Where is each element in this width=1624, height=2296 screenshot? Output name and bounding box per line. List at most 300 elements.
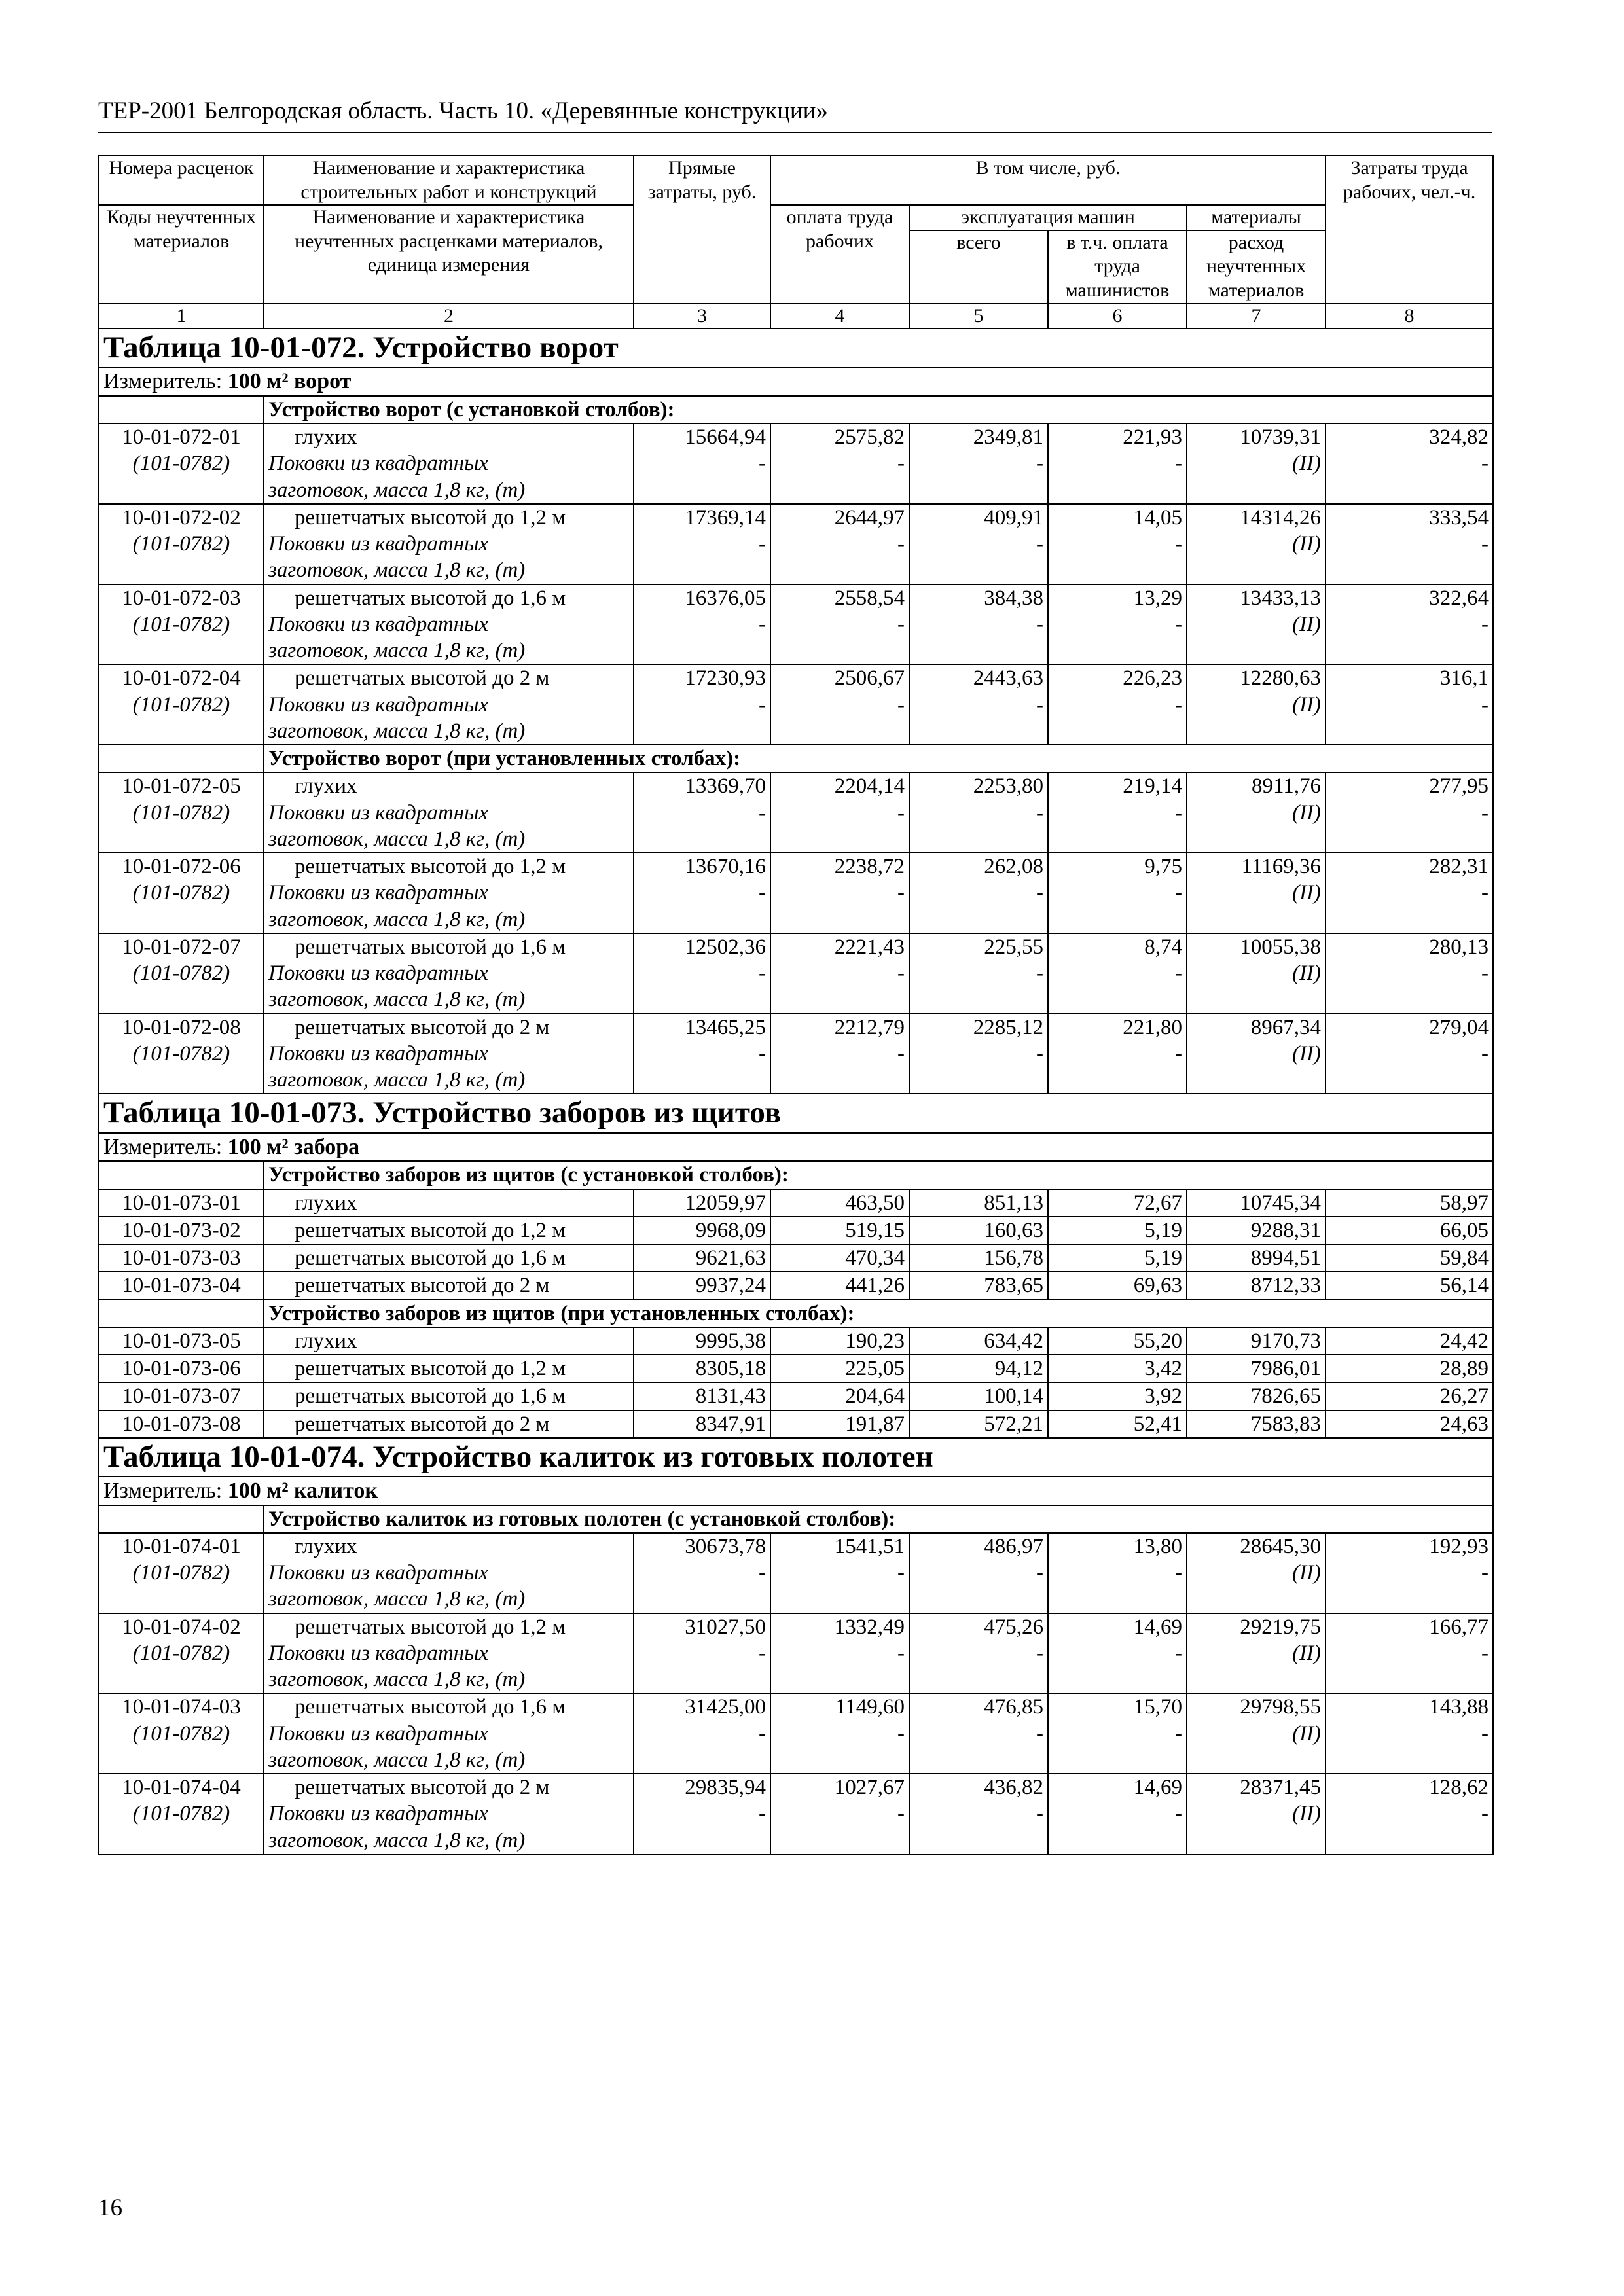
rate-c7: 29219,75 <box>1240 1615 1322 1639</box>
dash: - <box>897 1641 905 1665</box>
rate-c4-cell <box>770 853 909 933</box>
group-header: Устройство ворот (с установкой столбов): <box>264 396 1493 423</box>
dash: - <box>897 692 905 717</box>
material-name-unit: заготовок, масса 1,8 кг, (т) <box>268 907 526 931</box>
rate-c4: 2506,67 <box>834 666 905 691</box>
group-header-row <box>99 745 1493 772</box>
material-name-unit: заготовок, масса 1,8 кг, (т) <box>268 719 526 743</box>
rate-code: 10-01-072-07 <box>122 935 241 959</box>
rate-code: 10-01-072-06 <box>122 855 241 879</box>
table-title-row <box>99 329 1493 367</box>
rate-code-cell <box>99 1533 264 1613</box>
rate-name: решетчатых высотой до 2 м <box>264 1410 634 1438</box>
hdr-col7: расход неучтенных материалов <box>1187 230 1326 304</box>
rate-c7: 29798,55 <box>1240 1695 1322 1719</box>
rate-c5-cell <box>909 933 1048 1014</box>
rate-row <box>99 664 1493 745</box>
material-code: (101-0782) <box>132 1802 230 1826</box>
dash: - <box>897 532 905 556</box>
rate-c5: 409,91 <box>984 505 1043 529</box>
dash: - <box>759 1641 766 1665</box>
rate-c4: 441,26 <box>770 1272 909 1299</box>
rate-c8: 322,64 <box>1429 586 1489 610</box>
dash: - <box>1481 1721 1489 1746</box>
rate-c7: 9288,31 <box>1187 1217 1326 1244</box>
rate-c8: 277,95 <box>1429 774 1489 798</box>
rate-name: решетчатых высотой до 1,2 м <box>295 855 566 879</box>
rate-c8: 279,04 <box>1429 1015 1489 1039</box>
rate-c6-cell <box>1048 1774 1187 1854</box>
material-code: (101-0782) <box>132 452 230 476</box>
rate-code: 10-01-074-02 <box>122 1615 241 1639</box>
rate-name: глухих <box>264 1189 634 1217</box>
rate-code: 10-01-072-03 <box>122 586 241 610</box>
rate-c3-cell <box>634 933 770 1014</box>
rate-c8-cell <box>1326 1613 1493 1694</box>
rate-name: глухих <box>295 774 357 798</box>
rate-c7-cell <box>1187 1774 1326 1854</box>
rate-code-cell <box>99 933 264 1014</box>
col-number: 5 <box>909 304 1048 329</box>
rate-c4: 2575,82 <box>834 425 905 450</box>
rate-row <box>99 1244 1493 1272</box>
rate-c7: 9170,73 <box>1187 1327 1326 1355</box>
rate-code-cell <box>99 584 264 665</box>
rate-c6: 219,14 <box>1123 774 1182 798</box>
rate-name: решетчатых высотой до 1,6 м <box>295 935 566 959</box>
rate-c5: 476,85 <box>984 1695 1043 1719</box>
rate-c8: 58,97 <box>1326 1189 1493 1217</box>
rate-code: 10-01-073-01 <box>99 1189 264 1217</box>
rate-c5-cell <box>909 772 1048 853</box>
rate-c3: 9621,63 <box>634 1244 770 1272</box>
dash: - <box>1036 1561 1043 1585</box>
rate-c7: 8994,51 <box>1187 1244 1326 1272</box>
rate-row <box>99 933 1493 1014</box>
dash: - <box>1481 1041 1489 1066</box>
rate-c5-cell <box>909 584 1048 665</box>
rate-name-cell <box>264 423 634 504</box>
rate-c6-cell <box>1048 584 1187 665</box>
material-class: (II) <box>1292 1802 1322 1826</box>
dash: - <box>1036 1721 1043 1746</box>
material-name-unit: заготовок, масса 1,8 кг, (т) <box>268 558 526 583</box>
rate-c4: 2644,97 <box>834 505 905 529</box>
rate-row <box>99 504 1493 584</box>
rate-c8-cell <box>1326 772 1493 853</box>
dash: - <box>897 1041 905 1066</box>
rate-c6: 221,80 <box>1123 1015 1182 1039</box>
table-title-row <box>99 1438 1493 1477</box>
col-number: 4 <box>770 304 909 329</box>
dash: - <box>1175 881 1182 905</box>
rate-c3: 29835,94 <box>685 1776 766 1800</box>
rate-c8: 66,05 <box>1326 1217 1493 1244</box>
rate-c7: 13433,13 <box>1240 586 1322 610</box>
dash: - <box>1036 1802 1043 1826</box>
rate-c5: 2285,12 <box>973 1015 1043 1039</box>
header-row-2 <box>99 205 1493 230</box>
rate-name-cell <box>264 1014 634 1094</box>
dash: - <box>759 800 766 825</box>
rate-c6: 221,93 <box>1123 425 1182 450</box>
rate-c7: 10055,38 <box>1240 935 1322 959</box>
rate-c3: 31027,50 <box>685 1615 766 1639</box>
measure-cell <box>99 1133 1493 1161</box>
rate-row <box>99 1014 1493 1094</box>
rate-code: 10-01-073-05 <box>99 1327 264 1355</box>
rate-name: решетчатых высотой до 2 м <box>295 666 550 691</box>
material-code: (101-0782) <box>132 1041 230 1066</box>
rate-c4-cell <box>770 1533 909 1613</box>
group-code-cell <box>99 1161 264 1189</box>
hdr-col1-top: Номера расценок <box>99 156 264 205</box>
dash: - <box>897 1561 905 1585</box>
rate-c8: 59,84 <box>1326 1244 1493 1272</box>
rate-code-cell <box>99 1774 264 1854</box>
material-name: Поковки из квадратных <box>268 612 489 636</box>
dash: - <box>1481 1561 1489 1585</box>
rate-c4: 1332,49 <box>834 1615 905 1639</box>
rate-c7: 28371,45 <box>1240 1776 1322 1800</box>
rate-name: решетчатых высотой до 1,2 м <box>295 505 566 529</box>
rate-c7: 10745,34 <box>1187 1189 1326 1217</box>
table-title-row <box>99 1094 1493 1132</box>
rate-c5-cell <box>909 664 1048 745</box>
rate-c6: 13,80 <box>1133 1534 1182 1558</box>
table-title: Таблица 10-01-074. Устройство калиток из готовых полотен <box>103 1439 933 1474</box>
dash: - <box>897 961 905 986</box>
rate-c5: 475,26 <box>984 1615 1043 1639</box>
rate-c4: 225,05 <box>770 1355 909 1382</box>
rate-c3: 16376,05 <box>685 586 766 610</box>
col-number: 6 <box>1048 304 1187 329</box>
hdr-col1-bottom: Коды неучтенных материалов <box>99 205 264 303</box>
group-code-cell <box>99 745 264 772</box>
col-number: 8 <box>1326 304 1493 329</box>
dash: - <box>1175 452 1182 476</box>
rate-c8-cell <box>1326 1533 1493 1613</box>
rate-c8: 316,1 <box>1439 666 1489 691</box>
material-code: (101-0782) <box>132 612 230 636</box>
measure-row <box>99 1477 1493 1505</box>
material-class: (II) <box>1292 1721 1322 1746</box>
rate-c3: 12502,36 <box>685 935 766 959</box>
rate-c7: 14314,26 <box>1240 505 1322 529</box>
rate-c4-cell <box>770 504 909 584</box>
rate-c7-cell <box>1187 1533 1326 1613</box>
rate-c7-cell <box>1187 664 1326 745</box>
rate-c3: 9937,24 <box>634 1272 770 1299</box>
rate-c7-cell <box>1187 1613 1326 1694</box>
rate-c3: 12059,97 <box>634 1189 770 1217</box>
measure-value: 100 м² забора <box>227 1134 360 1159</box>
rate-c7-cell <box>1187 853 1326 933</box>
rate-code: 10-01-074-01 <box>122 1534 241 1558</box>
rate-c5-cell <box>909 1774 1048 1854</box>
rate-c8: 24,63 <box>1326 1410 1493 1438</box>
material-class: (II) <box>1292 1041 1322 1066</box>
rate-row <box>99 1272 1493 1299</box>
rate-name: глухих <box>264 1327 634 1355</box>
rate-c6-cell <box>1048 772 1187 853</box>
rate-c6: 226,23 <box>1123 666 1182 691</box>
rate-name: глухих <box>295 425 357 450</box>
dash: - <box>1036 961 1043 986</box>
rate-c6: 3,42 <box>1048 1355 1187 1382</box>
rate-name-cell <box>264 504 634 584</box>
rate-c3: 31425,00 <box>685 1695 766 1719</box>
rate-c4: 2558,54 <box>834 586 905 610</box>
dash: - <box>897 881 905 905</box>
col-number: 7 <box>1187 304 1326 329</box>
group-header-row <box>99 1300 1493 1327</box>
hdr-materials: материалы <box>1187 205 1326 230</box>
rate-c5: 262,08 <box>984 855 1043 879</box>
rate-c5-cell <box>909 1693 1048 1774</box>
rate-c6: 15,70 <box>1133 1695 1182 1719</box>
rate-c4: 2212,79 <box>834 1015 905 1039</box>
dash: - <box>1036 532 1043 556</box>
dash: - <box>1036 800 1043 825</box>
material-name-unit: заготовок, масса 1,8 кг, (т) <box>268 639 526 663</box>
material-class: (II) <box>1292 612 1322 636</box>
dash: - <box>1175 692 1182 717</box>
measure-cell <box>99 1477 1493 1505</box>
dash: - <box>1175 532 1182 556</box>
rate-c5: 100,14 <box>909 1382 1048 1410</box>
hdr-col4: оплата труда рабочих <box>770 205 909 303</box>
rate-c6-cell <box>1048 504 1187 584</box>
rate-c4-cell <box>770 584 909 665</box>
rate-c7: 10739,31 <box>1240 425 1322 450</box>
rate-c5-cell <box>909 853 1048 933</box>
rate-c8-cell <box>1326 853 1493 933</box>
rate-c8: 28,89 <box>1326 1355 1493 1382</box>
rate-c3-cell <box>634 1533 770 1613</box>
rate-c6: 3,92 <box>1048 1382 1187 1410</box>
rate-code: 10-01-072-02 <box>122 505 241 529</box>
rate-c7-cell <box>1187 1014 1326 1094</box>
dash: - <box>759 692 766 717</box>
rate-c7-cell <box>1187 1693 1326 1774</box>
rate-c8: 282,31 <box>1429 855 1489 879</box>
dash: - <box>1175 1721 1182 1746</box>
rate-code: 10-01-072-08 <box>122 1015 241 1039</box>
rate-name-cell <box>264 664 634 745</box>
rate-c6: 14,69 <box>1133 1615 1182 1639</box>
rate-row <box>99 423 1493 504</box>
rate-c4: 190,23 <box>770 1327 909 1355</box>
dash: - <box>1036 1041 1043 1066</box>
group-header-row <box>99 396 1493 423</box>
group-code-cell <box>99 396 264 423</box>
rate-c3: 8347,91 <box>634 1410 770 1438</box>
rate-c3-cell <box>634 1014 770 1094</box>
rate-c6: 14,05 <box>1133 505 1182 529</box>
rate-code-cell <box>99 504 264 584</box>
rate-c8-cell <box>1326 664 1493 745</box>
rate-c3: 13465,25 <box>685 1015 766 1039</box>
rate-c7: 8712,33 <box>1187 1272 1326 1299</box>
rate-code: 10-01-072-05 <box>122 774 241 798</box>
rate-c8-cell <box>1326 423 1493 504</box>
dash: - <box>1481 1802 1489 1826</box>
rate-name: решетчатых высотой до 1,2 м <box>264 1355 634 1382</box>
rate-code: 10-01-073-02 <box>99 1217 264 1244</box>
dash: - <box>1175 961 1182 986</box>
dash: - <box>1481 452 1489 476</box>
dash: - <box>1481 800 1489 825</box>
rate-c7: 28645,30 <box>1240 1534 1322 1558</box>
rate-name-cell <box>264 1613 634 1694</box>
dash: - <box>897 612 905 636</box>
rate-c3: 8131,43 <box>634 1382 770 1410</box>
material-class: (II) <box>1292 692 1322 717</box>
rate-row <box>99 1693 1493 1774</box>
group-header: Устройство заборов из щитов (с установкой столбов): <box>264 1161 1493 1189</box>
dash: - <box>1175 1802 1182 1826</box>
dash: - <box>1481 1641 1489 1665</box>
table-title-cell <box>99 1094 1493 1132</box>
rate-c8-cell <box>1326 933 1493 1014</box>
material-code: (101-0782) <box>132 800 230 825</box>
rate-row <box>99 1533 1493 1613</box>
dash: - <box>759 881 766 905</box>
rate-c5: 851,13 <box>909 1189 1048 1217</box>
rate-c3: 9968,09 <box>634 1217 770 1244</box>
material-name: Поковки из квадратных <box>268 800 489 825</box>
dash: - <box>1036 881 1043 905</box>
rate-c6: 14,69 <box>1133 1776 1182 1800</box>
group-header-row <box>99 1505 1493 1533</box>
rate-c6: 72,67 <box>1048 1189 1187 1217</box>
rate-c5: 2253,80 <box>973 774 1043 798</box>
rate-c3-cell <box>634 1613 770 1694</box>
material-code: (101-0782) <box>132 961 230 986</box>
rate-c8: 192,93 <box>1429 1534 1489 1558</box>
rate-c6-cell <box>1048 1613 1187 1694</box>
table-title-cell <box>99 1438 1493 1477</box>
rate-c7: 12280,63 <box>1240 666 1322 691</box>
material-name-unit: заготовок, масса 1,8 кг, (т) <box>268 1068 526 1092</box>
dash: - <box>897 452 905 476</box>
rates-table <box>98 155 1494 1855</box>
rate-c8: 333,54 <box>1429 505 1489 529</box>
rate-c7-cell <box>1187 584 1326 665</box>
material-name-unit: заготовок, масса 1,8 кг, (т) <box>268 1748 526 1772</box>
rate-c6-cell <box>1048 423 1187 504</box>
rate-c4-cell <box>770 1693 909 1774</box>
rate-row <box>99 772 1493 853</box>
rate-c4: 1541,51 <box>834 1534 905 1558</box>
rate-c6-cell <box>1048 664 1187 745</box>
material-class: (II) <box>1292 881 1322 905</box>
material-name: Поковки из квадратных <box>268 961 489 986</box>
material-name: Поковки из квадратных <box>268 1721 489 1746</box>
dash: - <box>759 1802 766 1826</box>
rate-c8: 280,13 <box>1429 935 1489 959</box>
rate-name: решетчатых высотой до 1,6 м <box>264 1382 634 1410</box>
rate-c7: 11169,36 <box>1241 855 1322 879</box>
rate-row <box>99 1613 1493 1694</box>
rate-c7: 7986,01 <box>1187 1355 1326 1382</box>
rate-c6-cell <box>1048 1533 1187 1613</box>
rate-name: решетчатых высотой до 1,6 м <box>295 1695 566 1719</box>
rate-row <box>99 1410 1493 1438</box>
rate-c3-cell <box>634 423 770 504</box>
rate-c6: 9,75 <box>1144 855 1182 879</box>
header-row-1 <box>99 156 1493 205</box>
rate-c5: 2349,81 <box>973 425 1043 450</box>
rate-c4: 470,34 <box>770 1244 909 1272</box>
col-number: 3 <box>634 304 770 329</box>
running-head: ТЕР-2001 Белгородская область. Часть 10. «Деревянные конструкции» <box>98 97 1492 133</box>
rate-c5: 156,78 <box>909 1244 1048 1272</box>
rate-c8: 24,42 <box>1326 1327 1493 1355</box>
rate-c6: 52,41 <box>1048 1410 1187 1438</box>
dash: - <box>897 1802 905 1826</box>
rate-c3-cell <box>634 772 770 853</box>
rate-c5-cell <box>909 1533 1048 1613</box>
material-class: (II) <box>1292 800 1322 825</box>
table-title: Таблица 10-01-073. Устройство заборов из щитов <box>103 1096 782 1130</box>
rate-code: 10-01-073-07 <box>99 1382 264 1410</box>
dash: - <box>1036 612 1043 636</box>
table-title: Таблица 10-01-072. Устройство ворот <box>103 331 619 365</box>
rate-code: 10-01-073-04 <box>99 1272 264 1299</box>
dash: - <box>897 1721 905 1746</box>
rate-c6: 5,19 <box>1048 1244 1187 1272</box>
dash: - <box>1036 452 1043 476</box>
dash: - <box>1175 612 1182 636</box>
rate-c4: 2238,72 <box>834 855 905 879</box>
col-number: 2 <box>264 304 634 329</box>
rate-c4: 191,87 <box>770 1410 909 1438</box>
hdr-col2-bottom: Наименование и характеристика неучтенных расценками материалов, единица измерения <box>264 205 634 303</box>
rate-c8-cell <box>1326 1774 1493 1854</box>
rate-c4-cell <box>770 1613 909 1694</box>
dash: - <box>759 961 766 986</box>
rate-c6: 13,29 <box>1133 586 1182 610</box>
rate-name: решетчатых высотой до 1,6 м <box>295 586 566 610</box>
material-name-unit: заготовок, масса 1,8 кг, (т) <box>268 1587 526 1611</box>
rate-c3-cell <box>634 1693 770 1774</box>
dash: - <box>759 1041 766 1066</box>
rate-c5-cell <box>909 1014 1048 1094</box>
rate-c8: 166,77 <box>1429 1615 1489 1639</box>
rate-code: 10-01-072-04 <box>122 666 241 691</box>
rate-c8: 56,14 <box>1326 1272 1493 1299</box>
material-class: (II) <box>1292 452 1322 476</box>
rate-c4: 1027,67 <box>834 1776 905 1800</box>
rate-c5-cell <box>909 504 1048 584</box>
material-class: (II) <box>1292 1641 1322 1665</box>
hdr-machines: эксплуатация машин <box>909 205 1187 230</box>
material-code: (101-0782) <box>132 881 230 905</box>
material-code: (101-0782) <box>132 1641 230 1665</box>
rate-c8: 324,82 <box>1429 425 1489 450</box>
measure-value: 100 м² ворот <box>227 369 352 394</box>
dash: - <box>1036 692 1043 717</box>
dash: - <box>759 452 766 476</box>
rate-c3-cell <box>634 1774 770 1854</box>
rate-c5: 436,82 <box>984 1776 1043 1800</box>
rate-code-cell <box>99 772 264 853</box>
rate-c4: 519,15 <box>770 1217 909 1244</box>
dash: - <box>1175 1561 1182 1585</box>
dash: - <box>1175 1041 1182 1066</box>
